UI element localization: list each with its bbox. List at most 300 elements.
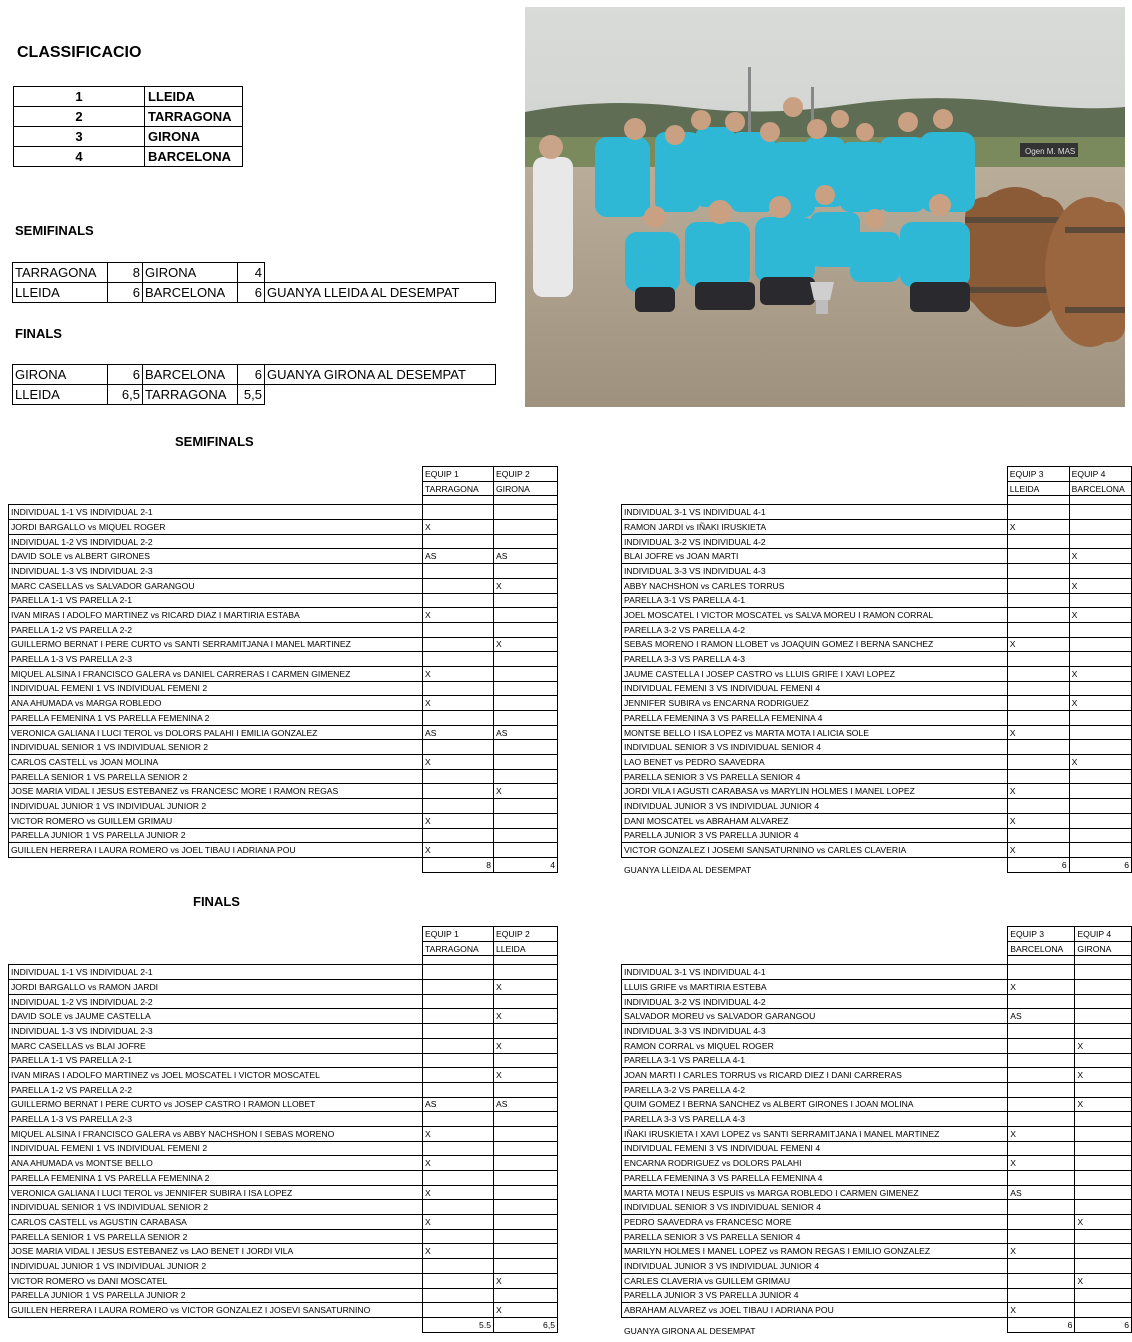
team-2-name: GIRONA [143, 263, 238, 283]
match-label: ANA AHUMADA vs MARGA ROBLEDO [9, 696, 423, 711]
equip-1-result: X [1007, 725, 1069, 740]
semifinals-summary-table [12, 262, 496, 303]
match-label: VICTOR GONZALEZ I JOSEMI SANSATURNINO vs CARLES CLAVERIA [622, 843, 1008, 858]
spacer-row [622, 956, 1132, 965]
equip-2-result [494, 994, 558, 1009]
equip-1-result [423, 652, 494, 667]
match-label: PEDRO SAAVEDRA vs FRANCESC MORE [622, 1215, 1008, 1230]
match-row [622, 965, 1132, 980]
team-1-name: GIRONA [13, 365, 108, 385]
equip-2-result [1069, 505, 1131, 520]
equip-2-result [1075, 1288, 1132, 1303]
match-row [9, 1273, 558, 1288]
header-row [9, 941, 558, 956]
equip-2-result [494, 740, 558, 755]
equip-1-result [1008, 1097, 1075, 1112]
equip-2-result [1075, 1229, 1132, 1244]
match-row [622, 755, 1132, 770]
match-row [9, 755, 558, 770]
team-2-name: BARCELONA [143, 365, 238, 385]
equip-1-result [1008, 1171, 1075, 1186]
header-blank [9, 467, 423, 482]
match-label: PARELLA 1-2 VS PARELLA 2-2 [9, 622, 423, 637]
header-row [622, 481, 1132, 496]
equip-2-result [494, 534, 558, 549]
equip-1-result [423, 1038, 494, 1053]
equip-2-result [494, 652, 558, 667]
spacer [9, 496, 423, 505]
match-label: MARC CASELLAS vs BLAI JOFRE [9, 1038, 423, 1053]
match-row [9, 1141, 558, 1156]
match-label: JOEL MOSCATEL I VICTOR MOSCATEL vs SALVA MOREU I RAMON CORRAL [622, 608, 1008, 623]
match-label: PARELLA JUNIOR 1 VS PARELLA JUNIOR 2 [9, 1288, 423, 1303]
spacer [1069, 496, 1131, 505]
equip-2-result [1075, 965, 1132, 980]
match-label: INDIVIDUAL JUNIOR 1 VS INDIVIDUAL JUNIOR 2 [9, 799, 423, 814]
spacer [423, 956, 494, 965]
match-label: PARELLA 3-1 VS PARELLA 4-1 [622, 1053, 1008, 1068]
match-label: PARELLA SENIOR 1 VS PARELLA SENIOR 2 [9, 1229, 423, 1244]
equip-label: EQUIP 2 [494, 467, 558, 482]
match-label: INDIVIDUAL 3-2 VS INDIVIDUAL 4-2 [622, 534, 1008, 549]
equip-1-result [423, 564, 494, 579]
equip-2-result [1075, 1009, 1132, 1024]
equip-1-result: X [423, 1185, 494, 1200]
team-name: GIRONA [145, 127, 243, 147]
match-label: GUILLERMO BERNAT I PERE CURTO vs JOSEP CASTRO I RAMON LLOBET [9, 1097, 423, 1112]
equip-2-result [1069, 725, 1131, 740]
match-label: INDIVIDUAL FEMENI 1 VS INDIVIDUAL FEMENI 2 [9, 681, 423, 696]
equip-2-result [494, 1288, 558, 1303]
equip-1-result [423, 1200, 494, 1215]
match-label: PARELLA SENIOR 3 VS PARELLA SENIOR 4 [622, 769, 1008, 784]
result-note [265, 385, 496, 405]
team-name: TARRAGONA [145, 107, 243, 127]
equip-label: EQUIP 4 [1069, 467, 1131, 482]
equip-1-result: AS [423, 1097, 494, 1112]
equip-2-result: AS [494, 725, 558, 740]
equip-2-result: X [494, 637, 558, 652]
header-blank [622, 941, 1008, 956]
match-label: INDIVIDUAL SENIOR 1 VS INDIVIDUAL SENIOR 2 [9, 740, 423, 755]
team-name: LLEIDA [494, 941, 558, 956]
spacer [9, 956, 423, 965]
match-label: PARELLA 1-1 VS PARELLA 2-1 [9, 1053, 423, 1068]
team-1-score: 6 [108, 365, 143, 385]
match-row [622, 740, 1132, 755]
equip-2-result [1075, 994, 1132, 1009]
match-label: DAVID SOLE vs ALBERT GIRONES [9, 549, 423, 564]
spacer [1007, 496, 1069, 505]
equip-1-result: X [1007, 813, 1069, 828]
semifinals-detail-title: SEMIFINALS [175, 434, 254, 449]
equip-2-result [494, 1156, 558, 1171]
match-label: INDIVIDUAL 1-2 VS INDIVIDUAL 2-2 [9, 994, 423, 1009]
equip-1-result [423, 784, 494, 799]
equip-2-result: X [1069, 608, 1131, 623]
equip-2-result [494, 1244, 558, 1259]
team-1-score: 6 [108, 283, 143, 303]
match-row [9, 622, 558, 637]
equip-1-result [423, 637, 494, 652]
equip-2-result [494, 1185, 558, 1200]
team-2-name: BARCELONA [143, 283, 238, 303]
equip-2-result [1075, 1259, 1132, 1274]
equip-2-result [494, 1082, 558, 1097]
spacer [622, 496, 1008, 505]
match-row [9, 534, 558, 549]
match-label: IVAN MIRAS I ADOLFO MARTINEZ vs RICARD DIAZ I MARTIRIA ESTABA [9, 608, 423, 623]
match-row [622, 1097, 1132, 1112]
equip-1-total: 6 [1008, 1317, 1075, 1332]
match-label: INDIVIDUAL 1-2 VS INDIVIDUAL 2-2 [9, 534, 423, 549]
equip-1-result [1007, 681, 1069, 696]
match-label: JOSE MARIA VIDAL I JESUS ESTEBANEZ vs LAO BENET I JORDI VILA [9, 1244, 423, 1259]
match-row [9, 1288, 558, 1303]
equip-label: EQUIP 3 [1007, 467, 1069, 482]
equip-1-result [1008, 994, 1075, 1009]
equip-2-result: X [494, 1009, 558, 1024]
equip-1-result [423, 1082, 494, 1097]
match-label: INDIVIDUAL 3-3 VS INDIVIDUAL 4-3 [622, 564, 1008, 579]
equip-2-total: 6 [1069, 857, 1131, 872]
match-row [9, 564, 558, 579]
header-blank [622, 927, 1008, 942]
match-label: VICTOR ROMERO vs GUILLEM GRIMAU [9, 813, 423, 828]
total-row [9, 857, 558, 872]
match-row [622, 652, 1132, 667]
equip-1-result [1007, 652, 1069, 667]
match-label: CARLOS CASTELL vs AGUSTIN CARABASA [9, 1215, 423, 1230]
spacer [1008, 956, 1075, 965]
equip-1-result: X [423, 755, 494, 770]
match-row [9, 1171, 558, 1186]
equip-1-result: AS [423, 725, 494, 740]
match-row [622, 769, 1132, 784]
match-row [9, 965, 558, 980]
match-row [622, 843, 1132, 858]
match-row [9, 1229, 558, 1244]
match-row [9, 740, 558, 755]
equip-1-result [423, 1141, 494, 1156]
match-row [9, 1126, 558, 1141]
match-label: INDIVIDUAL FEMENI 3 VS INDIVIDUAL FEMENI 4 [622, 1141, 1008, 1156]
match-label: PARELLA 3-3 VS PARELLA 4-3 [622, 1112, 1008, 1127]
photo-sign-text: Ogen M. MAS [1025, 147, 1076, 156]
equip-2-result [494, 520, 558, 535]
match-label: INDIVIDUAL 3-1 VS INDIVIDUAL 4-1 [622, 965, 1008, 980]
equip-1-total: 8 [423, 857, 494, 872]
header-blank [622, 481, 1008, 496]
match-row [622, 1229, 1132, 1244]
team-name: TARRAGONA [423, 941, 494, 956]
match-row [622, 1244, 1132, 1259]
match-label: VERONICA GALIANA I LUCI TEROL vs DOLORS PALAHI I EMILIA GONZALEZ [9, 725, 423, 740]
match-row [9, 549, 558, 564]
equip-1-result: X [423, 813, 494, 828]
equip-1-result: X [423, 1156, 494, 1171]
match-label: INDIVIDUAL SENIOR 3 VS INDIVIDUAL SENIOR 4 [622, 1200, 1008, 1215]
match-label: PARELLA SENIOR 3 VS PARELLA SENIOR 4 [622, 1229, 1008, 1244]
equip-2-result [1069, 681, 1131, 696]
equip-2-result [494, 843, 558, 858]
equip-1-result: X [423, 520, 494, 535]
equip-1-result: X [1008, 1303, 1075, 1318]
equip-2-result [1075, 1303, 1132, 1318]
match-row [9, 666, 558, 681]
equip-1-result: X [1007, 843, 1069, 858]
match-label: SALVADOR MOREU vs SALVADOR GARANGOU [622, 1009, 1008, 1024]
equip-2-result [1069, 740, 1131, 755]
match-label: PARELLA JUNIOR 3 VS PARELLA JUNIOR 4 [622, 828, 1008, 843]
match-label: INDIVIDUAL 1-1 VS INDIVIDUAL 2-1 [9, 965, 423, 980]
equip-2-result [1069, 843, 1131, 858]
match-label: INDIVIDUAL JUNIOR 3 VS INDIVIDUAL JUNIOR 4 [622, 799, 1008, 814]
match-row [9, 1082, 558, 1097]
equip-1-result [1008, 1112, 1075, 1127]
team-name: BARCELONA [1008, 941, 1075, 956]
equip-2-result: X [494, 1273, 558, 1288]
total-blank [9, 857, 423, 872]
equip-1-result [1008, 965, 1075, 980]
match-label: PARELLA JUNIOR 3 VS PARELLA JUNIOR 4 [622, 1288, 1008, 1303]
equip-1-result [1008, 1229, 1075, 1244]
match-row [9, 813, 558, 828]
match-label: VERONICA GALIANA I LUCI TEROL vs JENNIFER SUBIRA I ISA LOPEZ [9, 1185, 423, 1200]
team-1-name: TARRAGONA [13, 263, 108, 283]
equip-2-result [494, 1229, 558, 1244]
team-1-score: 8 [108, 263, 143, 283]
equip-2-result [1075, 1156, 1132, 1171]
team-name: BARCELONA [145, 147, 243, 167]
equip-2-result [494, 1141, 558, 1156]
total-row [9, 1317, 558, 1332]
match-label: ABBY NACHSHON vs CARLES TORRUS [622, 578, 1008, 593]
equip-2-result [1075, 1024, 1132, 1039]
equip-2-result [494, 799, 558, 814]
header-blank [9, 941, 423, 956]
summary-row [13, 283, 496, 303]
match-row [622, 534, 1132, 549]
equip-label: EQUIP 1 [423, 467, 494, 482]
equip-1-result [1007, 549, 1069, 564]
equip-2-result [494, 622, 558, 637]
equip-2-result [494, 1259, 558, 1274]
match-label: GUILLEN HERRERA I LAURA ROMERO vs JOEL TIBAU I ADRIANA POU [9, 843, 423, 858]
equip-1-result [1008, 1038, 1075, 1053]
equip-1-result [423, 994, 494, 1009]
equip-1-total: 5.5 [423, 1317, 494, 1332]
match-label: PARELLA JUNIOR 1 VS PARELLA JUNIOR 2 [9, 828, 423, 843]
match-label: ABRAHAM ALVAREZ vs JOEL TIBAU I ADRIANA POU [622, 1303, 1008, 1318]
equip-2-result [494, 608, 558, 623]
match-label: LAO BENET vs PEDRO SAAVEDRA [622, 755, 1008, 770]
finals-right-table [621, 926, 1132, 1333]
match-row [622, 1141, 1132, 1156]
semifinals-right-table [621, 466, 1132, 873]
spacer [423, 496, 494, 505]
semifinals-summary-title: SEMIFINALS [15, 223, 94, 238]
match-row [9, 608, 558, 623]
match-row [9, 980, 558, 995]
match-label: INDIVIDUAL 3-2 VS INDIVIDUAL 4-2 [622, 994, 1008, 1009]
equip-2-result: X [1069, 696, 1131, 711]
result-note [265, 263, 496, 283]
equip-1-result: X [423, 608, 494, 623]
equip-2-result [1075, 1112, 1132, 1127]
match-row [622, 549, 1132, 564]
equip-1-result [1007, 578, 1069, 593]
match-label: JOAN MARTI I CARLES TORRUS vs RICARD DIEZ I DANI CARRERAS [622, 1068, 1008, 1083]
match-row [9, 1156, 558, 1171]
match-label: ENCARNA RODRIGUEZ vs DOLORS PALAHI [622, 1156, 1008, 1171]
equip-1-result: X [1007, 520, 1069, 535]
match-row [9, 994, 558, 1009]
match-row [9, 1038, 558, 1053]
match-label: JOSE MARIA VIDAL I JESUS ESTEBANEZ vs FRANCESC MORE I RAMON REGAS [9, 784, 423, 799]
match-label: DAVID SOLE vs JAUME CASTELLA [9, 1009, 423, 1024]
equip-2-result [1069, 652, 1131, 667]
match-row [622, 1288, 1132, 1303]
equip-2-result [1069, 828, 1131, 843]
equip-2-result [1075, 1082, 1132, 1097]
match-label: INDIVIDUAL FEMENI 1 VS INDIVIDUAL FEMENI 2 [9, 1141, 423, 1156]
summary-row [13, 263, 496, 283]
match-row [622, 637, 1132, 652]
match-label: PARELLA 1-2 VS PARELLA 2-2 [9, 1082, 423, 1097]
equip-1-result [1007, 564, 1069, 579]
match-label: PARELLA 3-1 VS PARELLA 4-1 [622, 593, 1008, 608]
team-name: LLEIDA [1007, 481, 1069, 496]
match-row [9, 1185, 558, 1200]
match-row [9, 1200, 558, 1215]
match-row [622, 1185, 1132, 1200]
equip-1-result [423, 740, 494, 755]
team-2-name: TARRAGONA [143, 385, 238, 405]
equip-1-result: X [423, 1126, 494, 1141]
equip-1-result [423, 1303, 494, 1318]
team-name: TARRAGONA [423, 481, 494, 496]
equip-1-result [1007, 769, 1069, 784]
match-row [622, 1273, 1132, 1288]
equip-1-result: X [1007, 784, 1069, 799]
equip-2-result [1069, 593, 1131, 608]
match-row [9, 1244, 558, 1259]
match-row [622, 608, 1132, 623]
match-row [622, 1009, 1132, 1024]
equip-2-result: X [1075, 1273, 1132, 1288]
match-label: JENNIFER SUBIRA vs ENCARNA RODRIGUEZ [622, 696, 1008, 711]
total-blank [9, 1317, 423, 1332]
match-row [9, 1068, 558, 1083]
match-row [9, 1024, 558, 1039]
summary-row [13, 365, 496, 385]
match-row [622, 1171, 1132, 1186]
equip-1-result: X [423, 666, 494, 681]
match-row [622, 1156, 1132, 1171]
rank-number: 1 [14, 87, 145, 107]
equip-1-result: X [1008, 1156, 1075, 1171]
rank-number: 2 [14, 107, 145, 127]
match-label: INDIVIDUAL SENIOR 3 VS INDIVIDUAL SENIOR 4 [622, 740, 1008, 755]
classification-row [14, 87, 243, 107]
header-row [9, 927, 558, 942]
equip-2-result: X [1069, 549, 1131, 564]
equip-1-result [423, 681, 494, 696]
match-row [622, 1082, 1132, 1097]
equip-2-result [494, 755, 558, 770]
match-label: CARLES CLAVERIA vs GUILLEM GRIMAU [622, 1273, 1008, 1288]
equip-2-result [1069, 769, 1131, 784]
equip-2-result [494, 965, 558, 980]
match-label: QUIM GOMEZ I BERNA SANCHEZ vs ALBERT GIRONES I JOAN MOLINA [622, 1097, 1008, 1112]
equip-2-result [1075, 1126, 1132, 1141]
equip-2-result: AS [494, 549, 558, 564]
finals-summary-table [12, 364, 496, 405]
match-row [622, 1068, 1132, 1083]
match-row [9, 1259, 558, 1274]
equip-1-result [423, 769, 494, 784]
equip-2-result [494, 564, 558, 579]
match-row [622, 711, 1132, 726]
equip-1-total: 6 [1007, 857, 1069, 872]
equip-1-result [423, 1229, 494, 1244]
classification-row [14, 107, 243, 127]
equip-1-result [423, 1112, 494, 1127]
equip-1-result: AS [1008, 1009, 1075, 1024]
match-label: PARELLA 3-2 VS PARELLA 4-2 [622, 622, 1008, 637]
match-row [622, 1053, 1132, 1068]
match-row [9, 696, 558, 711]
equip-label: EQUIP 1 [423, 927, 494, 942]
equip-1-result: X [423, 696, 494, 711]
match-row [622, 1038, 1132, 1053]
equip-2-result: X [494, 1068, 558, 1083]
team-1-name: LLEIDA [13, 283, 108, 303]
match-label: GUILLEN HERRERA I LAURA ROMERO vs VICTOR GONZALEZ I JOSEVI SANSATURNINO [9, 1303, 423, 1318]
equip-2-total: 4 [494, 857, 558, 872]
match-label: PARELLA 1-1 VS PARELLA 2-1 [9, 593, 423, 608]
equip-1-result [1008, 1273, 1075, 1288]
match-row [9, 1112, 558, 1127]
equip-1-result [1008, 1024, 1075, 1039]
match-row [622, 980, 1132, 995]
equip-2-result [1069, 564, 1131, 579]
equip-1-result [423, 534, 494, 549]
equip-2-total: 6 [1075, 1317, 1132, 1332]
match-label: PARELLA SENIOR 1 VS PARELLA SENIOR 2 [9, 769, 423, 784]
match-label: IÑAKI IRUSKIETA I XAVI LOPEZ vs SANTI SERRAMITJANA I MANEL MARTINEZ [622, 1126, 1008, 1141]
match-label: INDIVIDUAL 3-3 VS INDIVIDUAL 4-3 [622, 1024, 1008, 1039]
match-label: RAMON CORRAL vs MIQUEL ROGER [622, 1038, 1008, 1053]
match-row [622, 1303, 1132, 1318]
match-row [9, 578, 558, 593]
spacer [494, 496, 558, 505]
finals-detail-title: FINALS [193, 894, 240, 909]
match-label: INDIVIDUAL 1-3 VS INDIVIDUAL 2-3 [9, 564, 423, 579]
equip-2-result [494, 1053, 558, 1068]
equip-2-result [494, 711, 558, 726]
semifinals-tiebreak-note: GUANYA LLEIDA AL DESEMPAT [624, 865, 752, 875]
equip-1-result [1007, 740, 1069, 755]
classification-row [14, 127, 243, 147]
match-label: PARELLA FEMENINA 1 VS PARELLA FEMENINA 2 [9, 1171, 423, 1186]
equip-2-result [494, 1126, 558, 1141]
equip-1-result [423, 1273, 494, 1288]
equip-2-result [1069, 711, 1131, 726]
team-2-score: 6 [238, 365, 265, 385]
match-label: JORDI BARGALLO vs MIQUEL ROGER [9, 520, 423, 535]
